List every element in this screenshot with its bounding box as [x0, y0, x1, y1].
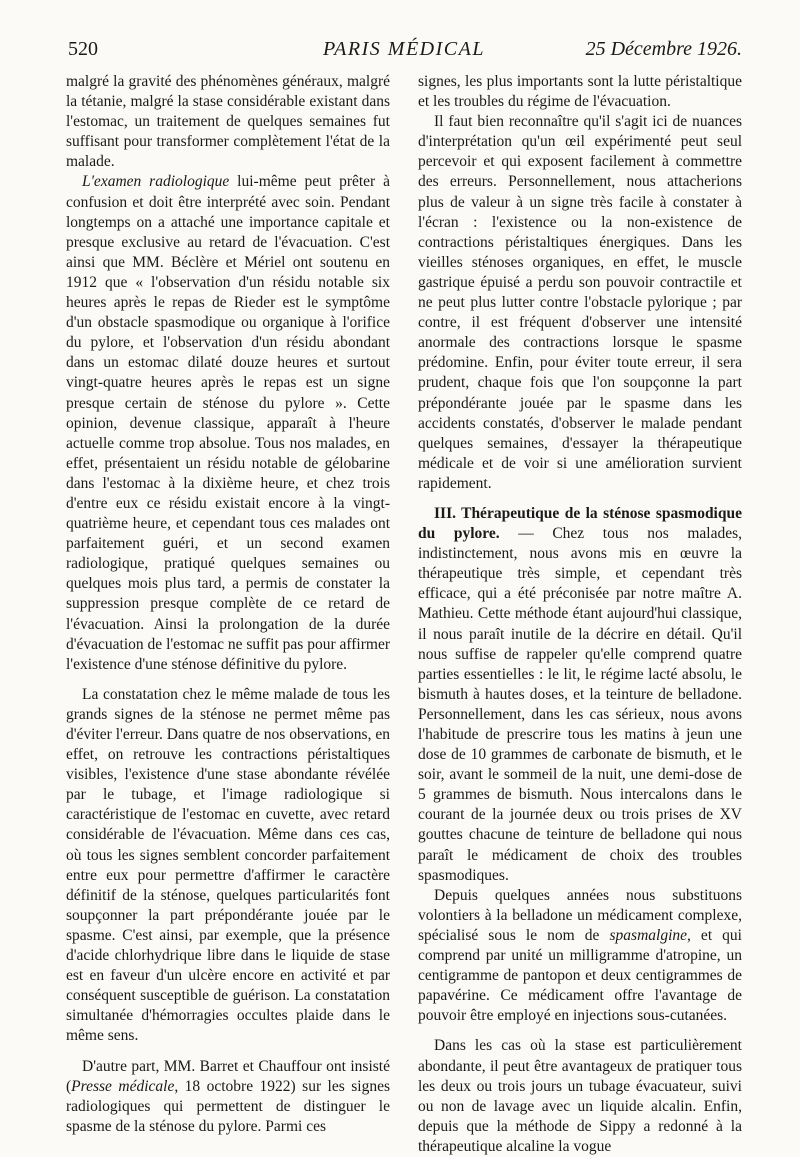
paragraph	[66, 1057, 390, 1137]
paragraph-text: , et qui comprend par unité un milligramme d'atropine, un centigramme de pantopon et deux centigrammes de papavérine. Ce médicament offre l'avantage de pouvoir être employé en injections sous-cutanées.	[418, 926, 742, 1025]
section-heading: III. Thérapeutique de la sténose spasmodique du pylore.	[418, 504, 742, 543]
drug-name: spasmalgine	[609, 926, 687, 944]
journal-title: PARIS MÉDICAL	[323, 38, 485, 60]
two-column-body	[66, 72, 742, 1157]
page-number: 520	[68, 38, 98, 60]
issue-date: 25 Décembre 1926.	[585, 38, 742, 60]
paragraph-text: D'autre part, MM. Barret et Chauffour ont insisté (	[66, 1057, 390, 1095]
paragraph	[418, 504, 742, 886]
emphasis: L'examen radiologique	[82, 173, 230, 191]
right-column	[418, 72, 742, 1157]
paragraph	[418, 886, 742, 1027]
paragraph-text: , 18 octobre 1922) sur les signes radiologiques qui permettent de distinguer le spasme de la sténose du pylore. Parmi ces	[66, 1077, 390, 1135]
paragraph-text: — Chez tous nos malades, indistinctement, nous avons mis en œuvre la thérapeutique très simple, et cependant très efficace, qui a été préconisée par notre maître A. Mathieu. Cette méthode étant aujourd'hui classique, il nous paraît inutile de la décrire en détail. Qu'il nous suffise de rappeler qu'elle comprend quatre parties essentielles : le lit, le régime lacté absolu, le bismuth à hautes doses, et la teinture de belladone. Personnellement, dans les cas sérieux, nous avons l'habitude de prescrire tous les matins à jeun une dose de 10 grammes de carbonate de bismuth, et le soir, avant le sommeil de la nuit, une demi-dose de 5 grammes de bismuth. Nous intercalons dans le courant de la journée deux ou trois prises de XV gouttes chacune de teinture de belladone qui nous paraît le médicament de choix des troubles spasmodiques.	[418, 525, 742, 884]
paragraph: malgré la gravité des phénomènes généraux, malgré la tétanie, malgré la stase considérable existant dans l'estomac, un traitement de quelques semaines fut suffisant pour transformer complètement l'état de la malade.	[66, 73, 390, 171]
paragraph-text: lui-même peut prêter à confusion et doit être interprété avec soin. Pendant longtemps on a attaché une importance capitale et presque exclusive au retard de l'évacuation. C'est ainsi que MM. Béclère et Mériel ont soutenu en 1912 que « l'observation d'un résidu notable six heures après le repas de Rieder est le symptôme d'un obstacle spasmodique ou organique à l'orifice du pylore, et l'observation d'un résidu abondant dans un estomac dilaté douze heures et surtout vingt-quatre heures après le repas est un signe presque certain de sténose du pylore ». Cette opinion, devenue classique, apparaît à l'heure actuelle comme trop absolue. Tous nos malades, en effet, présentaient un résidu notable de gélobarine dans l'estomac à la dixième heure, et chez trois d'entre eux ce résidu existait encore à la vingt-quatrième heure, et cependant tous ces malades ont parfaitement guéri, et un second examen radiologique, pratiqué quelques semaines ou quelques mois plus tard, a permis de constater la suppression presque complète de ce retard de l'évacuation. Ainsi la prolongation de la durée d'évacuation de l'estomac ne suffit pas pour affirmer l'existence d'une sténose définitive du pylore.	[66, 173, 390, 673]
citation-title: Presse médicale	[71, 1077, 175, 1095]
left-column	[66, 72, 390, 1157]
running-header	[66, 30, 742, 70]
paragraph-text: Depuis quelques années nous substituons volontiers à la belladone un médicament complexe, spécialisé sous le nom de	[418, 886, 742, 944]
paragraph	[66, 172, 390, 674]
paragraph: La constatation chez le même malade de tous les grands signes de la sténose ne permet même pas d'éviter l'erreur. Dans quatre de nos observations, en effet, on retrouve les contractions péristaltiques visibles, l'existence d'une stase abondante révélée par le tubage, et l'image radiologique si caractéristique de l'estomac en cuvette, avec retard considérable de l'évacuation. Même dans ces cas, où tous les signes semblent concorder parfaitement entre eux pour permettre d'affirmer le caractère définitif de la sténose, quelques particularités font soupçonner la part prépondérante jouée par le spasme. C'est ainsi, par exemple, que la présence d'acide chlorhydrique libre dans le liquide de stase est en faveur d'un ulcère encore en activité et par conséquent susceptible de guérison. La constatation simultanée d'hémorragies occultes plaide dans le même sens.	[66, 685, 390, 1045]
paragraph: Il faut bien reconnaître qu'il s'agit ici de nuances d'interprétation qu'un œil expérimenté peut seul percevoir et qui exposent facilement à commettre des erreurs. Personnellement, nous attacherions plus de valeur à un signe très facile à constater à l'écran : l'existence ou la non-existence de contractions péristaltiques énergiques. Dans les vieilles sténoses organiques, en effet, le muscle gastrique épuisé a perdu son pouvoir contractile et ne peut plus lutter contre l'obstacle pylorique ; par contre, il est fréquent d'observer une intensité anormale des contractions lorsque le spasme prédomine. Enfin, pour éviter toute erreur, il sera prudent, chaque fois que l'on soupçonne la part prépondérante jouée par le spasme dans les accidents constatés, d'observer le malade pendant quelques semaines, d'essayer la thérapeutique médicale et de voir si une amélioration survient rapidement.	[418, 113, 742, 492]
paragraph: signes, les plus importants sont la lutte péristaltique et les troubles du régime de l'évacuation.	[418, 73, 742, 111]
paragraph: Dans les cas où la stase est particulièrement abondante, il peut être avantageux de pratiquer tous les deux ou trois jours un tubage évacuateur, suivi ou non de lavage avec un liquide alcalin. Enfin, depuis que la méthode de Sippy a redonné à la thérapeutique alcaline la vogue	[418, 1037, 742, 1155]
